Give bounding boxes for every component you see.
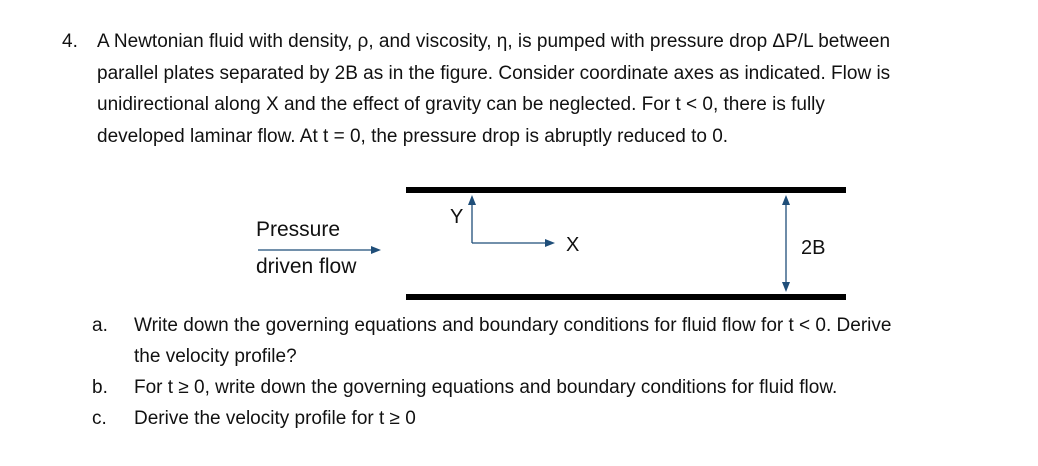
question-line: For t ≥ 0, write down the governing equations and boundary conditions for fluid flow. bbox=[134, 377, 838, 398]
statement-line: A Newtonian fluid with density, ρ, and viscosity, η, is pumped with pressure drop ΔP/L between bbox=[97, 31, 891, 52]
question-line: the velocity profile? bbox=[134, 346, 297, 367]
question-marker: a. bbox=[92, 315, 108, 336]
flow-direction-arrow bbox=[258, 246, 381, 254]
question-item bbox=[92, 403, 1012, 434]
question-marker: b. bbox=[92, 377, 108, 398]
question-text bbox=[134, 403, 1012, 434]
question-text bbox=[134, 310, 1012, 372]
top-plate bbox=[406, 187, 846, 193]
bottom-plate bbox=[406, 294, 846, 300]
statement-line: parallel plates separated by 2B as in the figure. Consider coordinate axes as indicated. Flow is bbox=[97, 62, 891, 84]
statement-line: unidirectional along X and the effect of gravity can be neglected. For t < 0, there is fully bbox=[97, 94, 825, 115]
problem-number: 4. bbox=[62, 31, 78, 52]
question-text bbox=[134, 372, 1012, 403]
question-marker: c. bbox=[92, 408, 107, 429]
question-item bbox=[92, 310, 1012, 372]
question-item bbox=[92, 372, 1012, 403]
question-line: Write down the governing equations and boundary conditions for fluid flow for t < 0. Derive bbox=[134, 315, 892, 336]
gap-label: 2B bbox=[801, 237, 826, 259]
x-axis-arrow bbox=[472, 239, 555, 247]
statement-line: developed laminar flow. At t = 0, the pressure drop is abruptly reduced to 0. bbox=[97, 125, 729, 147]
pressure-label-line2: driven flow bbox=[256, 255, 357, 278]
gap-dimension-arrow bbox=[782, 195, 790, 292]
question-list bbox=[92, 310, 1012, 434]
question-line: Derive the velocity profile for t ≥ 0 bbox=[134, 408, 416, 429]
y-axis-label: Y bbox=[450, 206, 464, 228]
x-axis-label: X bbox=[566, 234, 580, 256]
y-axis-arrow bbox=[468, 195, 476, 243]
pressure-label-line1: Pressure bbox=[256, 218, 341, 241]
